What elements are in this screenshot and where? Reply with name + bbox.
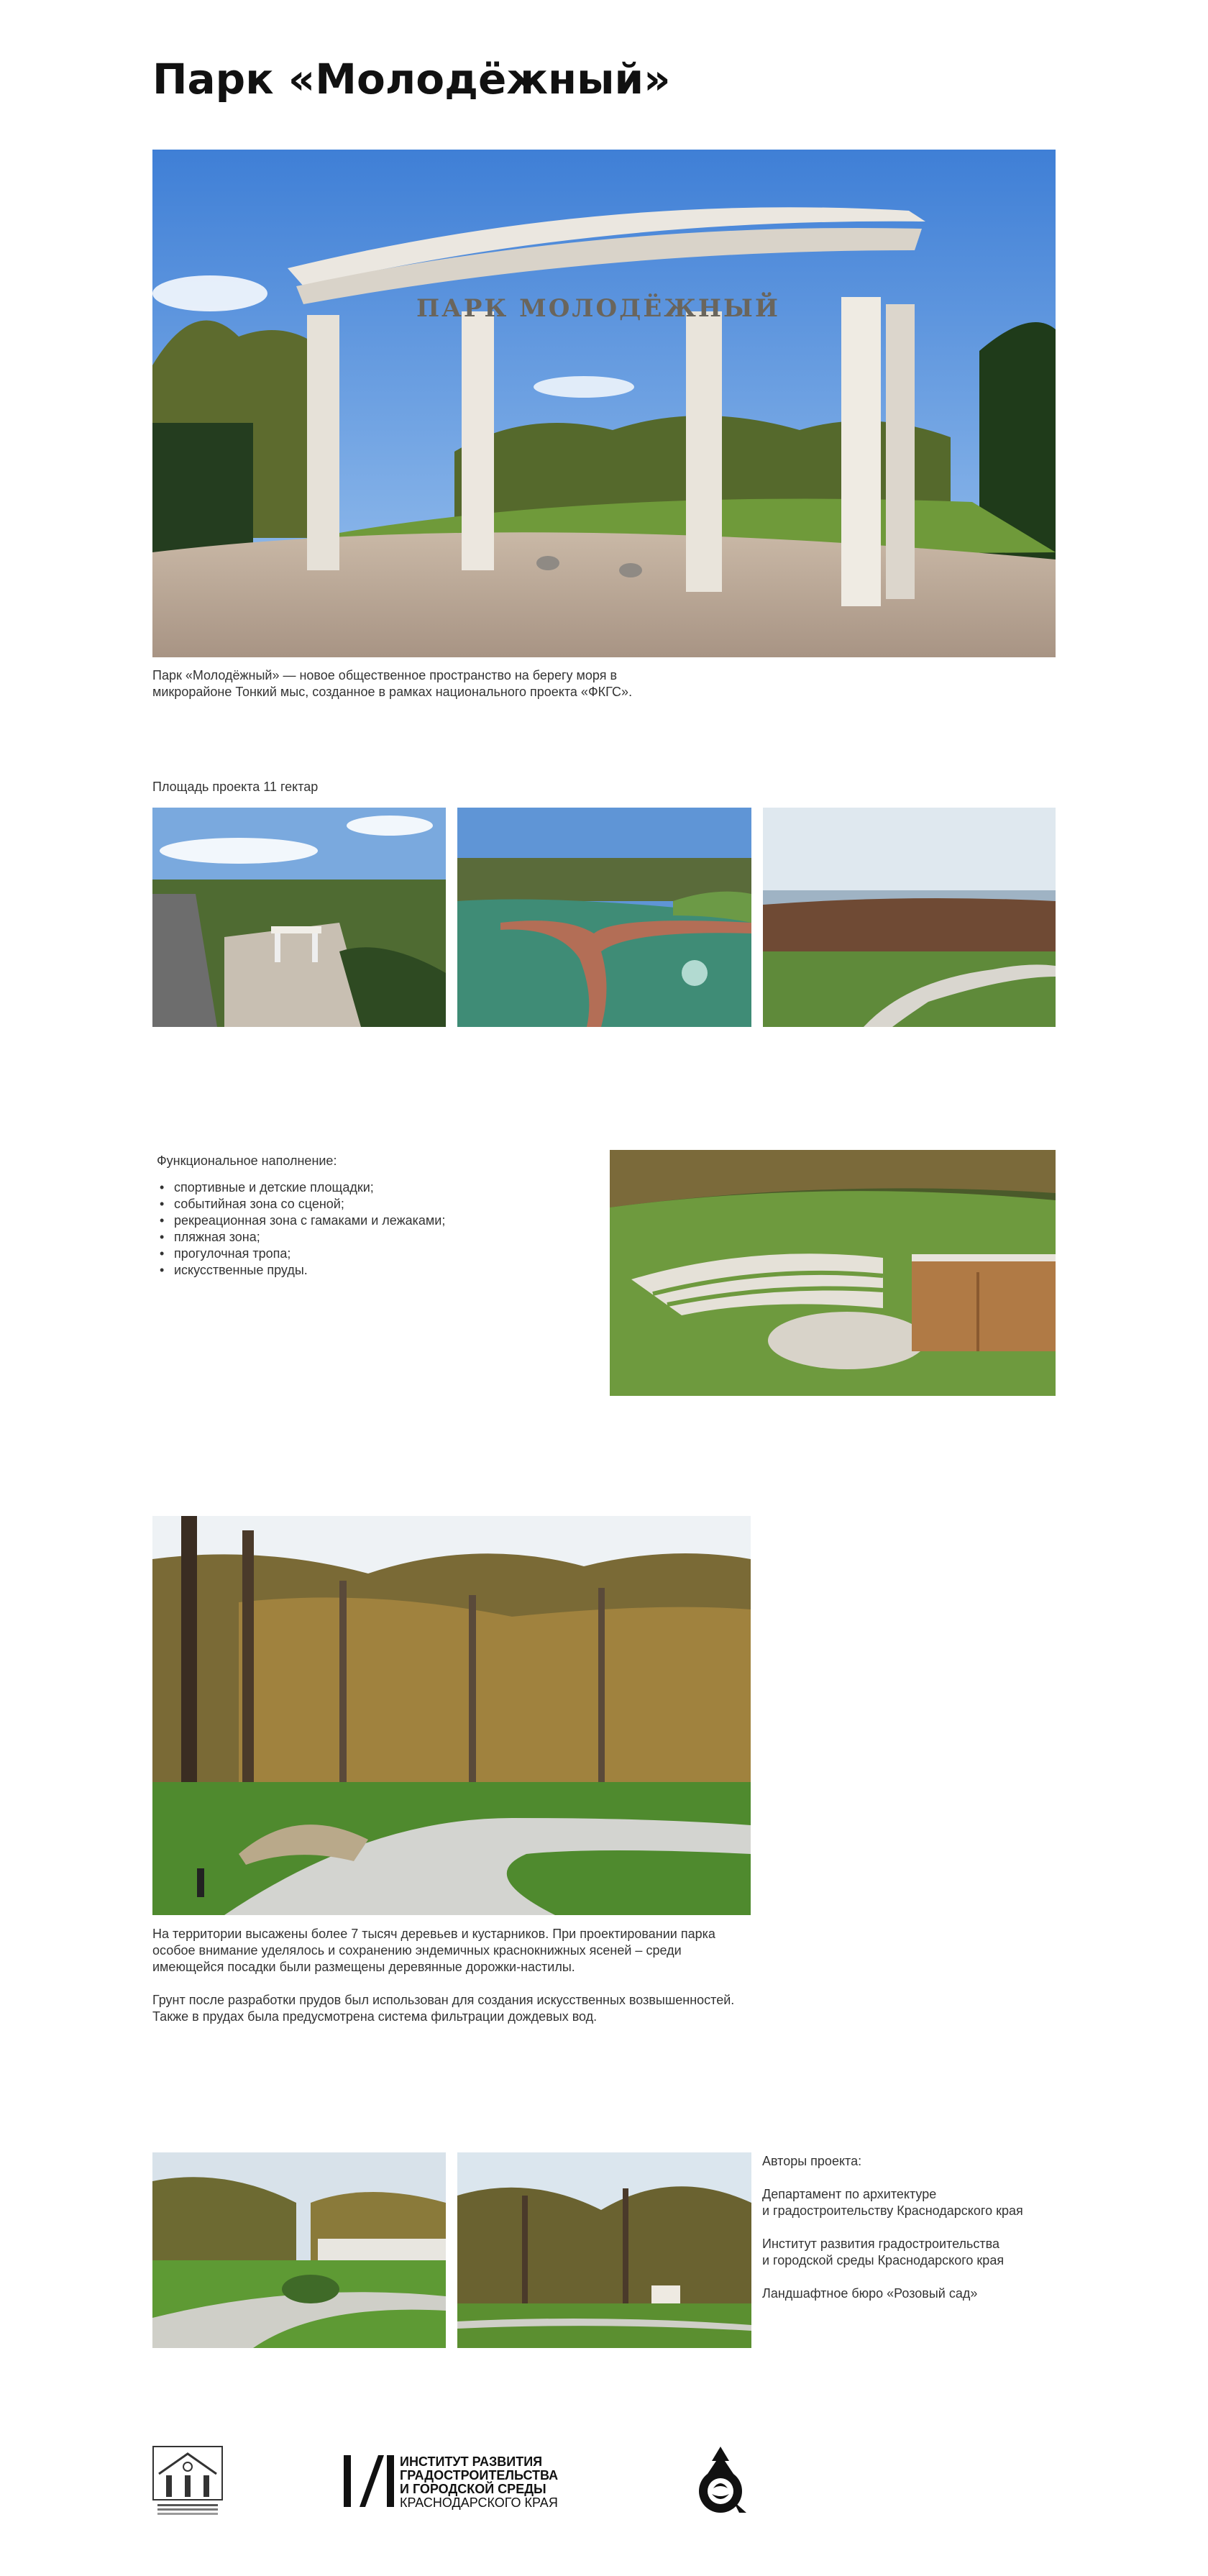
author-org3: Ландшафтное бюро «Розовый сад» (762, 2286, 978, 2301)
amphitheatre-photo (610, 1150, 1056, 1396)
garden-photo-2 (457, 2152, 751, 2348)
arch-lettering: ПАРК МОЛОДЁЖНЫЙ (416, 294, 780, 323)
author-org2-line2: и городской среды Краснодарского края (762, 2253, 1005, 2267)
list-item: • искусственные пруды. (174, 1262, 605, 1279)
hero-photo-arch (152, 150, 1056, 657)
planting-paragraph-1: На территории высажены более 7 тысяч деревьев и кустарников. При проектировании парка особое внимание уделялось и сохранению эндемичных краснокнижных ясеней – среди имеющейся посадки были размещены деревянные дорожки-настилы. (152, 1927, 715, 1974)
institute-name-line1: ИНСТИТУТ РАЗВИТИЯ (400, 2454, 543, 2469)
list-item: • прогулочная тропа; (174, 1246, 605, 1262)
institute-name-line4: КРАСНОДАРСКОГО КРАЯ (400, 2495, 558, 2510)
institute-mark-icon (342, 2452, 400, 2510)
institute-name-line2: ГРАДОСТРОИТЕЛЬСТВА (400, 2468, 559, 2483)
author-org1-line2: и градостроительству Краснодарского края (762, 2203, 1023, 2218)
author-org2-line1: Институт развития градостроительства (762, 2237, 999, 2251)
aerial-photo-park-overview (763, 808, 1056, 1027)
list-item: • событийная зона со сценой; (174, 1196, 605, 1212)
authors-heading: Авторы проекта: (762, 2154, 862, 2168)
institute-logo (342, 2452, 601, 2510)
architecture-department-emblem-icon (152, 2445, 224, 2517)
hero-caption-line1: Парк «Молодёжный» — новое общественное пространство на берегу моря в (152, 668, 618, 682)
page-title: Парк «Молодёжный» (152, 55, 671, 104)
rose-garden-emblem-icon (692, 2444, 749, 2516)
institute-name-line3: И ГОРОДСКОЙ СРЕДЫ (400, 2482, 546, 2496)
aerial-photo-entrance (152, 808, 446, 1027)
functions-heading: Функциональное наполнение: (157, 1154, 337, 1168)
list-item: • рекреационная зона с гамаками и лежаками; (174, 1212, 605, 1229)
aerial-photo-ponds (457, 808, 751, 1027)
area-label: Площадь проекта 11 гектар (152, 780, 319, 794)
trees-path-photo (152, 1516, 751, 1915)
list-item: • спортивные и детские площадки; (174, 1179, 605, 1196)
planting-paragraph-2: Грунт после разработки прудов был использован для создания искусственных возвышенностей. Также в прудах была предусмотрена система фильтрации дождевых вод. (152, 1993, 735, 2024)
garden-photo-1 (152, 2152, 446, 2348)
functions-list (158, 1179, 605, 1279)
hero-caption-line2: микрорайоне Тонкий мыс, созданное в рамках национального проекта «ФКГС». (152, 685, 633, 699)
author-org1-line1: Департамент по архитектуре (762, 2187, 937, 2201)
list-item: • пляжная зона; (174, 1229, 605, 1246)
